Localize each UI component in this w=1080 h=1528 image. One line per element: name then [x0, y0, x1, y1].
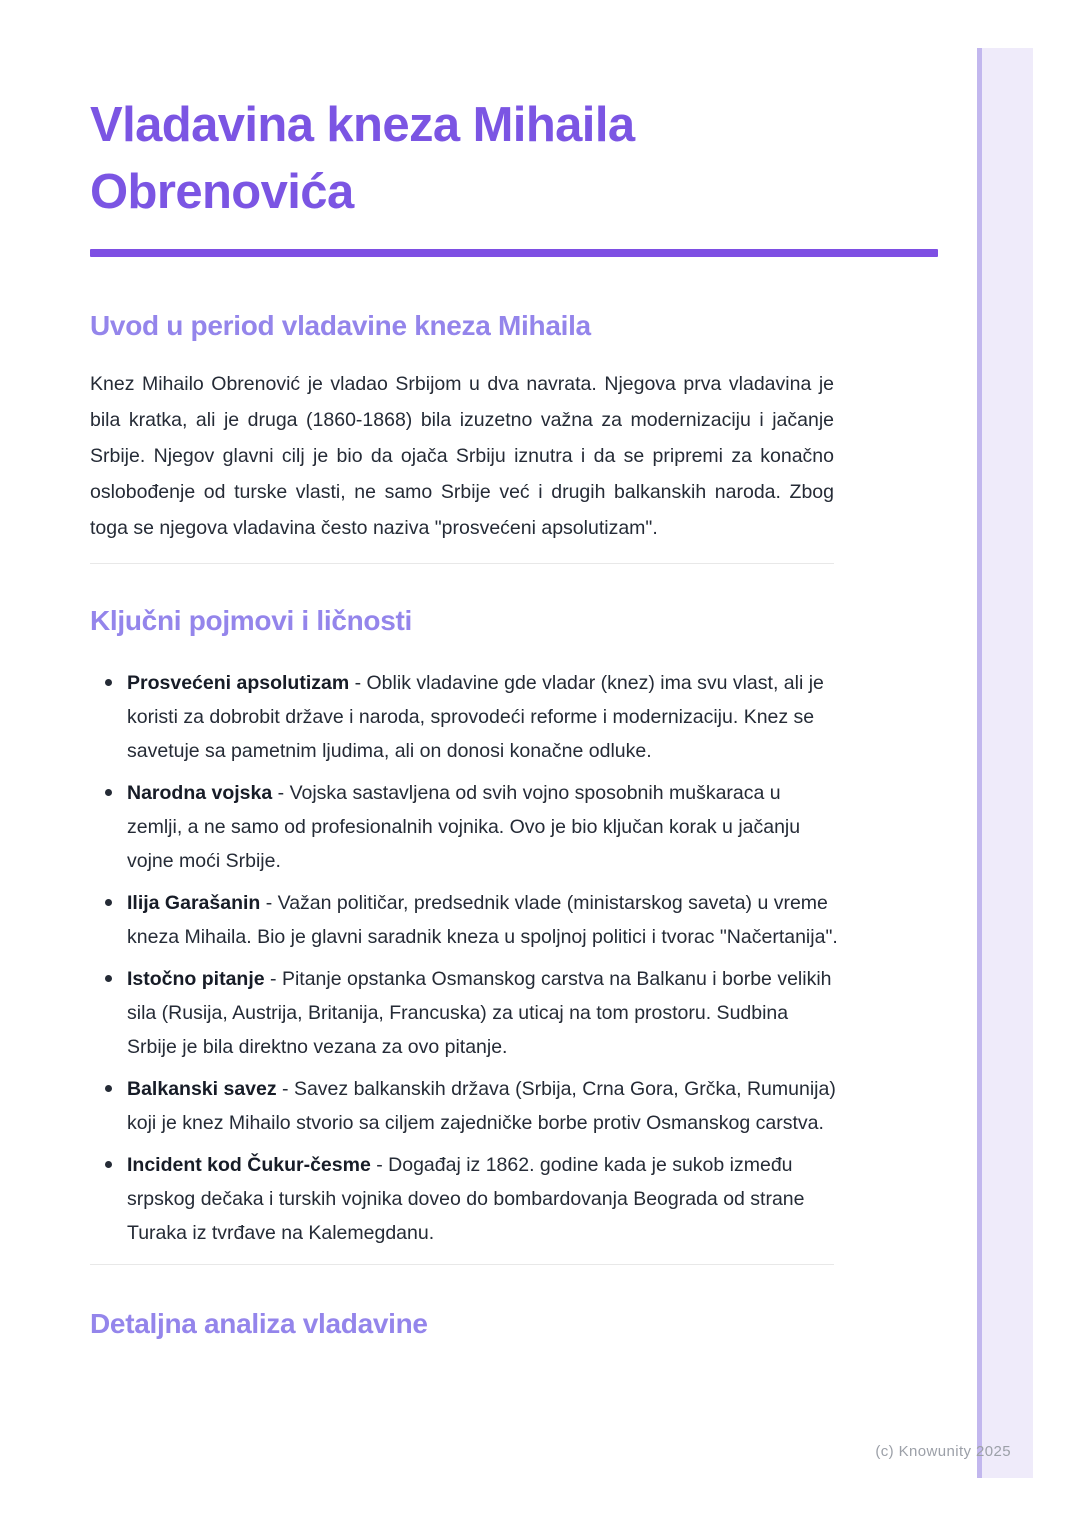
bullet-dot-icon: [105, 1161, 112, 1168]
key-term-definition: Oblik vladavine gde vladar (knez) ima svu vlast, ali je koristi za dobrobit države i naroda, sprovodeći reforme i modernizaciju. Knez se savetuje sa pametnim ljudima, ali on donosi konačne odluke.: [127, 672, 824, 762]
key-term-name: Istočno pitanje: [127, 968, 265, 990]
key-term-separator: -: [264, 968, 282, 990]
key-term-item: [90, 962, 838, 1064]
key-term-name: Prosvećeni apsolutizam: [127, 672, 350, 694]
key-term-name: Ilija Garašanin: [127, 892, 261, 914]
key-term-definition: Savez balkanskih država (Srbija, Crna Gora, Grčka, Rumunija) koji je knez Mihailo stvorio sa ciljem zajedničke borbe protiv Osmanskog carstva.: [127, 1078, 836, 1134]
key-term-item: [90, 666, 838, 768]
copyright-watermark: (c) Knowunity 2025: [875, 1443, 1011, 1460]
bullet-dot-icon: [105, 679, 112, 686]
key-term-name: Incident kod Čukur-česme: [127, 1154, 371, 1176]
key-term-separator: -: [276, 1078, 294, 1100]
section-heading-intro: Uvod u period vladavine kneza Mihaila: [90, 310, 591, 341]
key-term-separator: -: [370, 1154, 389, 1176]
key-term-item: [90, 776, 838, 878]
key-term-separator: -: [260, 892, 278, 914]
title-underline-rule: [90, 249, 938, 257]
key-term-item: [90, 1072, 838, 1140]
intro-paragraph: Knez Mihailo Obrenović je vladao Srbijom u dva navrata. Njegova prva vladavina je bila kratka, ali je druga (1860-1868) bila izuzetno važna za modernizaciju i jačanje Srbije. Njegov glavni cilj je bio da ojača Srbiju iznutra i da se pripremi za konačno oslobođenje od turske vlasti, ne samo Srbije već i drugih balkanskih naroda. Zbog toga se njegova vladavina često naziva "prosvećeni apsolutizam".: [90, 373, 834, 539]
section-heading-key-terms: Ključni pojmovi i ličnosti: [90, 605, 413, 636]
key-term-separator: -: [272, 782, 290, 804]
key-term-item: [90, 1148, 838, 1250]
section-divider: [90, 563, 834, 564]
bullet-dot-icon: [105, 1085, 112, 1092]
key-term-definition: Važan političar, predsednik vlade (ministarskog saveta) u vreme kneza Mihaila. Bio je glavni saradnik kneza u spoljnoj politici i tvorac "Načertanija".: [127, 892, 838, 948]
key-term-name: Narodna vojska: [127, 782, 273, 804]
key-terms-list: [90, 666, 838, 1250]
bullet-dot-icon: [105, 789, 112, 796]
key-term-definition: Događaj iz 1862. godine kada je sukob između srpskog dečaka i turskih vojnika doveo do bombardovanja Beograda od strane Turaka iz tvrđave na Kalemegdanu.: [127, 1154, 805, 1244]
section-heading-analysis: Detaljna analiza vladavine: [90, 1308, 428, 1339]
next-page-edge-strip: [977, 48, 1033, 1478]
bullet-dot-icon: [105, 899, 112, 906]
key-term-separator: -: [349, 672, 367, 694]
key-term-item: [90, 886, 838, 954]
page-title: Vladavina kneza Mihaila Obrenovića: [90, 98, 635, 219]
key-term-definition: Pitanje opstanka Osmanskog carstva na Balkanu i borbe velikih sila (Rusija, Austrija, Britanija, Francuska) za uticaj na tom prostoru. Sudbina Srbije je bila direktno vezana za ovo pitanje.: [127, 968, 832, 1058]
key-term-name: Balkanski savez: [127, 1078, 277, 1100]
bullet-dot-icon: [105, 975, 112, 982]
section-divider: [90, 1264, 834, 1265]
key-term-definition: Vojska sastavljena od svih vojno sposobnih muškaraca u zemlji, a ne samo od profesionalnih vojnika. Ovo je bio ključan korak u jačanju vojne moći Srbije.: [127, 782, 801, 872]
